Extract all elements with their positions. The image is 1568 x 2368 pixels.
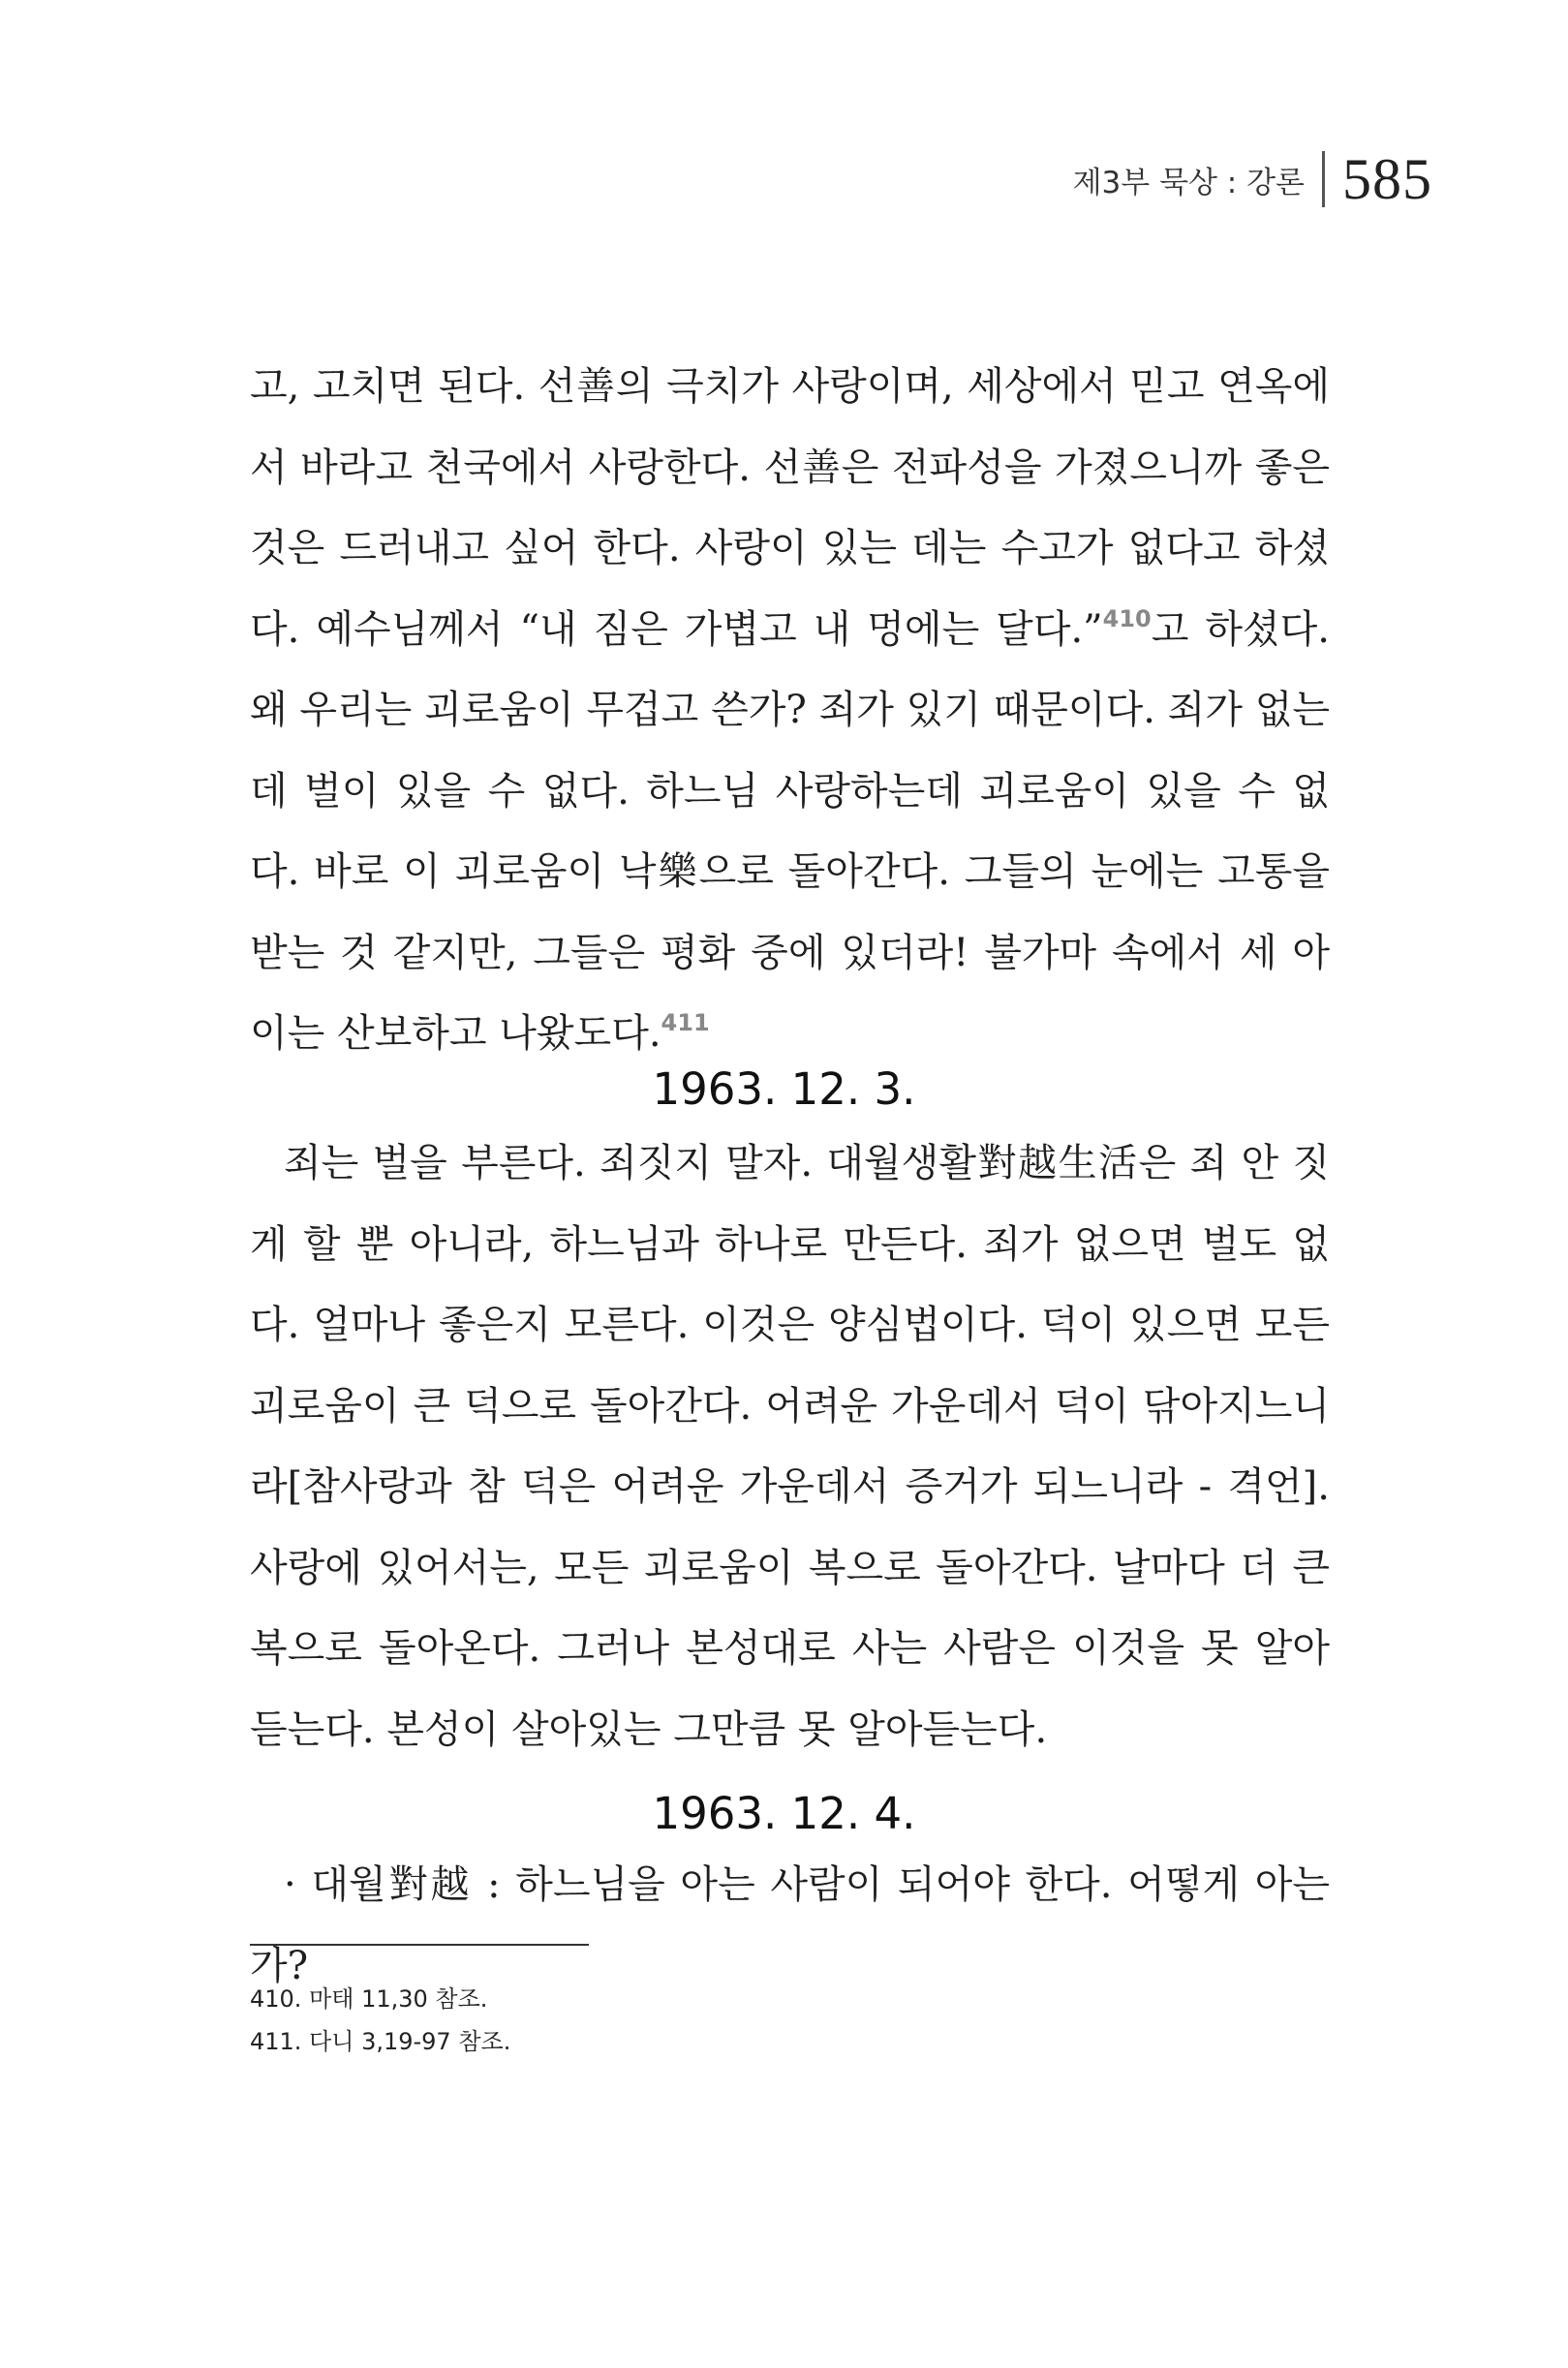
header-divider [1322,151,1325,207]
paragraph-2: 죄는 벌을 부른다. 죄짓지 말자. 대월생활對越生活은 죄 안 짓게 할 뿐 아니라, 하느님과 하나로 만든다. 죄가 없으면 벌도 없다. 얼마나 좋은지 모른다. 이것은 양심법이다. 덕이 있으면 모든 괴로움이 큰 덕으로 돌아간다. 어려운 가운데서 덕이 닦아지느니라[참사랑과 참 덕은 어려운 가운데서 증거가 되느니라 - 격언]. 사랑에 있어서는, 모든 괴로움이 복으로 돌아간다. 날마다 더 큰 복으로 돌아온다. 그러나 본성대로 사는 사람은 이것을 못 알아듣는다. 본성이 살아있는 그만큼 못 알아듣는다. [250,1141,1330,1752]
page-header [1073,145,1432,213]
page-number: 585 [1342,146,1432,211]
paragraph-1-text-b: 고 하셨다. 왜 우리는 괴로움이 무겁고 쓴가? 죄가 있기 때문이다. 죄가 없는데 벌이 있을 수 없다. 하느님 사랑하는데 괴로움이 있을 수 없다. 바로 이 괴로움이 낙樂으로 돌아간다. 그들의 눈에는 고통을 받는 것 같지만, 그들은 평화 중에 있더라! 불가마 속에서 세 아이는 산보하고 나왔도다. [250,606,1330,1056]
paragraph-1 [250,347,1330,1075]
footnote-divider [250,1944,589,1946]
date-heading-1963-12-4: 1963. 12. 4. [652,1788,916,1839]
date-heading-1963-12-3: 1963. 12. 3. [652,1063,916,1115]
footnote-410: 410. 마태 11,30 참조. [250,1985,488,2013]
footnote-ref-410[interactable]: 410 [1102,604,1152,632]
footnote-411: 411. 다니 3,19-97 참조. [250,2028,511,2055]
paragraph-1-text-a: 고, 고치면 된다. 선善의 극치가 사랑이며, 세상에서 믿고 연옥에서 바라고 천국에서 사랑한다. 선善은 전파성을 가졌으니까 좋은 것은 드러내고 싶어 한다. 사랑이 있는 데는 수고가 없다고 하셨다. 예수님께서 “내 짐은 가볍고 내 멍에는 달다.” [250,364,1330,652]
running-title: 제3부 묵상 : 강론 [1072,165,1305,200]
footnote-ref-411[interactable]: 411 [661,1009,710,1036]
paragraph-3: · 대월對越 : 하느님을 아는 사람이 되어야 한다. 어떻게 아는가? [250,1862,1330,1988]
footnotes [250,1978,510,2063]
